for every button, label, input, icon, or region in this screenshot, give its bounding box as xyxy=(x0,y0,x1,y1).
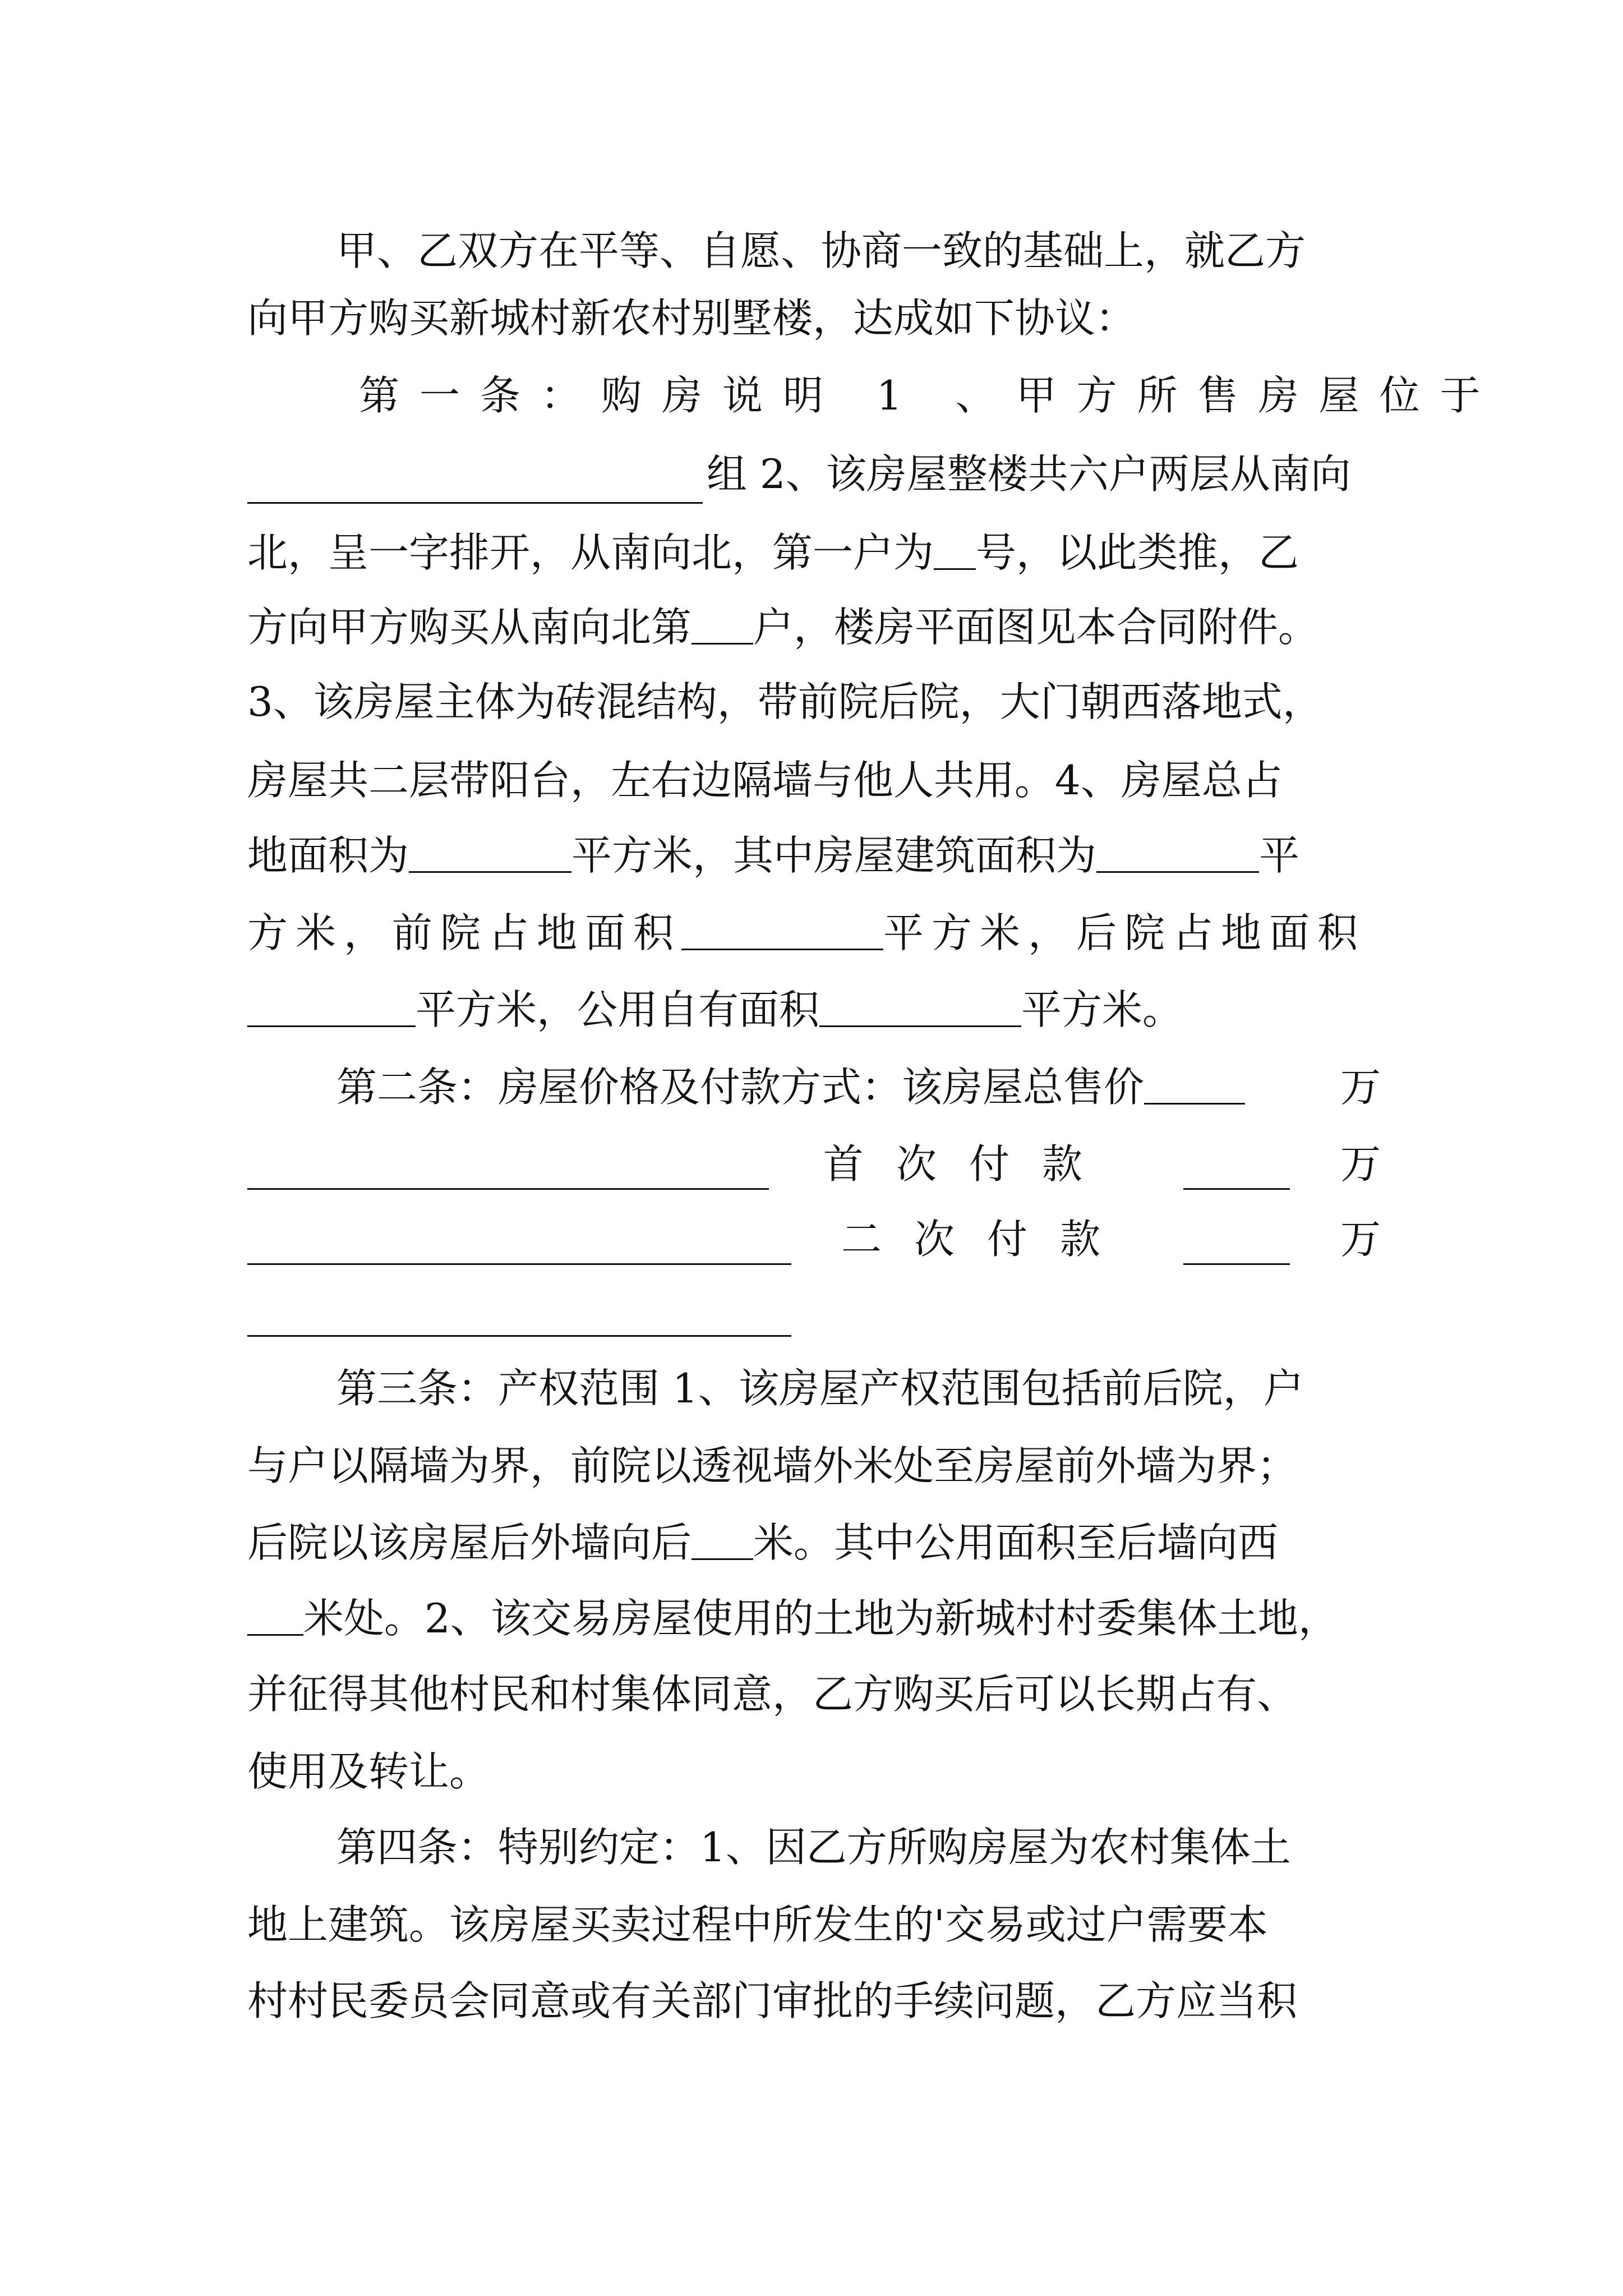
article1-line-7 xyxy=(247,825,1380,886)
second-payment-label: 二次付款 xyxy=(841,1216,1133,1263)
article1-line-3 xyxy=(247,522,1380,583)
unit-order-blank xyxy=(691,604,753,645)
article4-line-2: 地上建筑。该房屋买卖过程中所发生的'交易或过户需要本 xyxy=(247,1901,1268,1948)
second-payment-extra-blank xyxy=(247,1335,791,1337)
price-extra-blank xyxy=(247,1188,769,1190)
article1-line-1: 第一条：购房说明 1 、甲方所售房屋位于 xyxy=(359,372,1501,419)
shared-area-blank xyxy=(819,986,1021,1027)
article1-line-5: 3、该房屋主体为砖混结构，带前院后院，大门朝西落地式， xyxy=(247,678,1323,725)
article3-line-6: 使用及转让。 xyxy=(247,1748,490,1795)
article1-line-3a: 北，呈一字排开，从南向北，第一户为 xyxy=(247,529,934,576)
article1-line-7a: 地面积为 xyxy=(247,832,409,879)
article1-line-2: 组 2、该房屋整楼共六户两层从南向 xyxy=(707,450,1351,498)
article1-line-8b: 平方米，后院占地面积 xyxy=(883,909,1366,956)
front-yard-area-blank xyxy=(681,909,883,950)
article1-line-3b: 号，以此类推，乙 xyxy=(976,529,1299,576)
location-blank xyxy=(247,502,703,504)
article1-line-4 xyxy=(247,596,1380,658)
building-area-blank xyxy=(1096,832,1259,873)
article1-line-4a: 方向甲方购买从南向北第 xyxy=(247,604,692,651)
article1-line-4b: 户，楼房平面图见本合同附件。 xyxy=(753,604,1319,651)
article1-line-8a: 方米，前院占地面积 xyxy=(247,909,682,956)
back-yard-depth-blank xyxy=(691,1519,753,1560)
article1-line-9b: 平方米。 xyxy=(1021,986,1183,1033)
second-payment-blank xyxy=(1183,1263,1290,1265)
article1-line-7c: 平 xyxy=(1259,832,1300,879)
article3-line-3 xyxy=(247,1512,1380,1573)
article3-line-5: 并征得其他村民和村集体同意，乙方购买后可以长期占有、 xyxy=(247,1671,1298,1718)
intro-line-1: 甲、乙双方在平等、自愿、协商一致的基础上，就乙方 xyxy=(336,227,1306,274)
total-price-blank xyxy=(1144,1064,1245,1105)
west-distance-blank xyxy=(247,1595,303,1636)
article3-line-1: 第三条：产权范围 1、该房屋产权范围包括前后院，户 xyxy=(336,1365,1304,1412)
back-yard-area-blank xyxy=(247,986,416,1027)
article4-line-3: 村村民委员会同意或有关部门审批的手续问题，乙方应当积 xyxy=(247,1977,1298,2024)
article3-line-4 xyxy=(247,1588,1380,1649)
intro-line-2: 向甲方购买新城村新农村别墅楼，达成如下协议： xyxy=(247,295,1136,342)
article3-line-3b: 米。其中公用面积至后墙向西 xyxy=(753,1519,1279,1566)
article2-line-1 xyxy=(336,1056,1234,1118)
article3-line-3a: 后院以该房屋后外墙向后 xyxy=(247,1519,692,1566)
article1-line-9 xyxy=(247,979,1380,1041)
first-payment-unit: 万 xyxy=(1340,1140,1381,1188)
article3-line-4b: 米处。2、该交易房屋使用的土地为新城村村委集体土地， xyxy=(303,1595,1339,1642)
article4-line-1: 第四条：特别约定：1、因乙方所购房屋为农村集体土 xyxy=(336,1824,1291,1871)
first-payment-label: 首次付款 xyxy=(823,1140,1115,1188)
total-area-blank xyxy=(409,832,571,873)
second-payment-unit: 万 xyxy=(1340,1216,1381,1263)
article1-line-8 xyxy=(247,902,1380,964)
article1-line-9a: 平方米，公用自有面积 xyxy=(416,986,820,1033)
total-price-unit: 万 xyxy=(1340,1064,1381,1111)
article3-line-2: 与户以隔墙为界，前院以透视墙外米处至房屋前外墙为界； xyxy=(247,1442,1298,1489)
article1-line-6: 房屋共二层带阳台，左右边隔墙与他人共用。4、房屋总占 xyxy=(247,757,1283,804)
first-payment-blank xyxy=(1183,1188,1290,1190)
first-payment-extra-blank xyxy=(247,1263,791,1265)
article2-line-1a: 第二条：房屋价格及付款方式：该房屋总售价 xyxy=(336,1064,1145,1111)
first-unit-number-blank xyxy=(934,529,976,570)
article1-line-7b: 平方米，其中房屋建筑面积为 xyxy=(571,832,1097,879)
